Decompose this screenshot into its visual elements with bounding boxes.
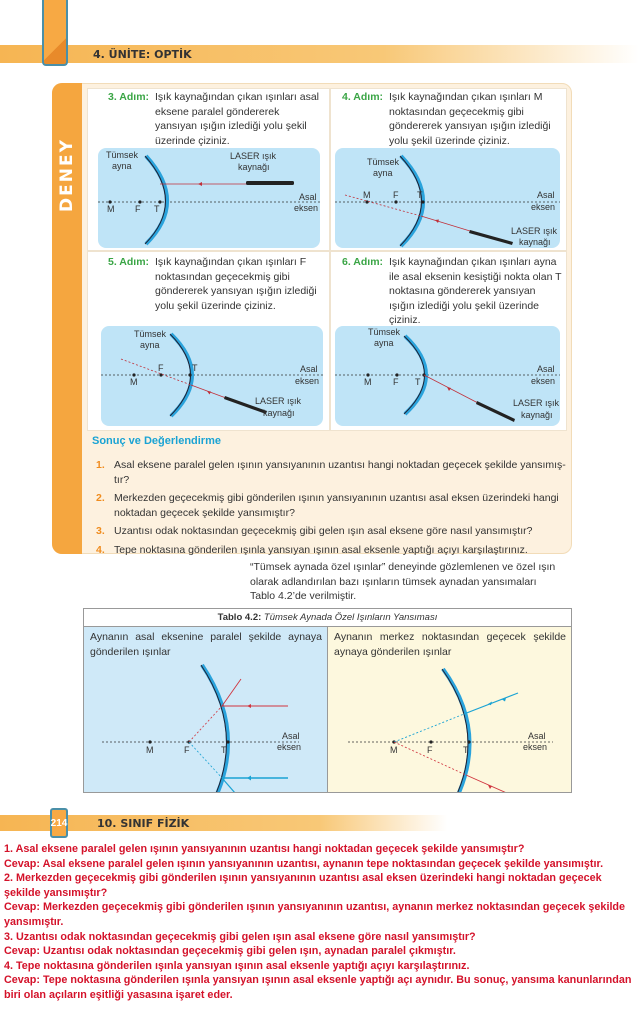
- m-label: M: [107, 204, 115, 214]
- step-6-text: 6. Adım: Işık kaynağından çıkan ışınları ayna ile asal eksenin kesiştiği nokta olan T noktasına göndererek yansıyan ışığın izlediği yolu şekil üzerinde çiziniz.: [342, 256, 562, 326]
- axis-label: eksen: [294, 203, 319, 213]
- answer-line: Cevap: Asal eksene paralel gelen ışının yansıyanının uzantısı, aynanın tepe noktasından geçecek şekilde yansımıştır.: [4, 857, 604, 870]
- diagram-mark: [226, 740, 229, 743]
- mirror-edge: [145, 156, 166, 244]
- mirror-label: ayna: [112, 161, 132, 171]
- diagram-label: ayna: [140, 340, 160, 350]
- diagram-mark: [394, 200, 397, 203]
- diagram-mark: [421, 200, 424, 203]
- diagram-mark: [159, 373, 162, 376]
- axis-label: Asal: [299, 192, 317, 202]
- ray-arrow: [198, 182, 202, 186]
- list-item: 1. Asal eksene paralel gelen ışının yansıyanının uzantısı hangi noktadan geçecek şekilde yansımış-tır?: [96, 459, 566, 486]
- diagram-label: F: [393, 190, 399, 200]
- footer-title: 10. SINIF FİZİK: [97, 817, 190, 830]
- question-list: [96, 458, 566, 561]
- diagram-label: LASER ışık: [513, 398, 560, 408]
- diagram-step-6: [335, 326, 560, 426]
- diagram-label: ayna: [374, 338, 394, 348]
- laser-pointer: [246, 181, 294, 185]
- diagram-label: Asal: [300, 364, 318, 374]
- list-item: 3. Uzantısı odak noktasından geçecekmiş gibi gelen ışın asal eksene göre nasıl yansımıştır?: [96, 525, 533, 537]
- diagram-mark: [247, 704, 251, 708]
- diagram-step-5: [101, 326, 323, 426]
- diagram-mark: [189, 742, 222, 778]
- diagram-mark: [189, 706, 222, 742]
- diagram-center-rays: [328, 657, 571, 792]
- diagram-mark: [467, 740, 470, 743]
- convex-mirror: [146, 156, 167, 244]
- answer-line: 1. Asal eksene paralel gelen ışının yansıyanının uzantısı hangi noktadan geçecek şekilde yansımıştır?: [4, 843, 525, 855]
- cell-caption: Aynanın merkez noktasından geçecek şekilde aynaya gönderilen ışınlar: [334, 631, 566, 658]
- mirror-edge: [400, 156, 422, 246]
- diagram-label: T: [415, 377, 421, 387]
- diagram-label: M: [363, 190, 371, 200]
- diagram-mark: [488, 785, 492, 789]
- answer-line: 3. Uzantısı odak noktasından geçecekmiş gibi gelen ışın asal eksene göre nasıl yansımıştır?: [4, 930, 476, 943]
- diagram-label: kaynağı: [263, 408, 295, 418]
- step-3-text: 3. Adım: Işık kaynağından çıkan ışınları asal eksene paralel göndererek yansıyan ışığın izlediği yolu şekil üzerinde çiziniz.: [108, 91, 320, 147]
- diagram-mark: [435, 220, 439, 224]
- diagram-label: M: [146, 745, 154, 755]
- diagram-label: Asal: [282, 731, 300, 741]
- diagram-mark: [222, 778, 242, 792]
- list-item: 2. Merkezden geçecekmiş gibi gönderilen ışının yansıyanının uzantısı asal eksen üzerindeki hangi noktadan geçecek şekilde yansımıştır?: [96, 492, 559, 519]
- diagram-mark: [443, 669, 470, 792]
- diagram-mark: [207, 391, 211, 395]
- answer-line: Cevap: Tepe noktasına gönderilen ışınla yansıyan ışının asal eksenle yaptığı açı aynıdır. Bu sonuç, yansıma kanunlarından biri olan açıların eşitliği yasasına işaret eder.: [4, 974, 632, 1001]
- answer-line: Cevap: Merkezden geçecekmiş gibi gönderilen ışının yansıyanının uzantısı, aynanın merkez noktasından geçecek şekilde yansımıştır.: [4, 901, 626, 928]
- list-item: 4. Tepe noktasına gönderilen ışınla yansıyan ışının asal eksenle yaptığı açıyı karşılaştırınız.: [96, 543, 528, 556]
- diagram-mark: [202, 665, 228, 792]
- diagram-label: eksen: [523, 742, 548, 752]
- diagram-label: LASER ışık: [255, 396, 302, 406]
- table-cell-parallel: [84, 627, 328, 792]
- unit-title: 4. ÜNİTE: OPTİK: [93, 48, 192, 61]
- diagram-label: F: [184, 745, 190, 755]
- convex-mirror: [401, 156, 423, 246]
- diagram-label: Asal: [537, 364, 555, 374]
- diagram-label: kaynağı: [521, 410, 553, 420]
- diagram-mark: [394, 714, 464, 742]
- table-cell-center: [328, 627, 571, 792]
- diagram-mark: [247, 776, 251, 781]
- diagram-label: F: [427, 745, 433, 755]
- answer-line: 4. Tepe noktasına gönderilen ışınla yansıyan ışının asal eksenle yaptığı açıyı karşılaştırınız.: [4, 959, 470, 972]
- cell-caption: Aynanın asal eksenine paralel şekilde aynaya gönderilen ışınlar: [90, 631, 322, 658]
- diagram-label: LASER ışık: [511, 226, 558, 236]
- diagram-step-3: [98, 148, 320, 248]
- diagram-label: eksen: [531, 376, 556, 386]
- diagram-label: Asal: [537, 190, 555, 200]
- mirror-label: Tümsek: [106, 150, 139, 160]
- diagram-label: T: [463, 745, 469, 755]
- diagram-label: M: [390, 745, 398, 755]
- diagram-label: M: [130, 377, 138, 387]
- page-number: 214: [50, 808, 68, 838]
- answer-line: Cevap: Uzantısı odak noktasından geçecekmiş gibi gelen ışın, aynadan paralel çıkmıştır.: [4, 945, 456, 958]
- t-label: T: [154, 204, 160, 214]
- step-4-text: 4. Adım: Işık kaynağından çıkan ışınları M noktasından geçecekmiş gibi göndererek yansıyan ışığın izlediği yolu şekil üzerinde çiziniz.: [342, 91, 551, 147]
- diagram-label: Tümsek: [368, 327, 401, 337]
- step-5-text: 5. Adım: Işık kaynağından çıkan ışınları F noktasından geçecekmiş gibi göndererek yansıyan ışığın izlediği yolu şekil üzerinde çiziniz.: [108, 256, 317, 312]
- diagram-label: M: [364, 377, 372, 387]
- extension-ray: [345, 195, 421, 216]
- diagram-label: Asal: [528, 731, 546, 741]
- diagram-mark: [466, 775, 518, 792]
- diagram-label: eksen: [531, 202, 556, 212]
- diagram-label: T: [221, 745, 227, 755]
- diagram-step-4: [335, 148, 560, 248]
- diagram-label: Tümsek: [134, 329, 167, 339]
- diagram-label: T: [192, 363, 198, 373]
- experiment-label: DENEY: [57, 138, 77, 212]
- footer-band: [0, 815, 639, 831]
- table-4-2: [83, 608, 572, 793]
- diagram-mark: [476, 401, 515, 422]
- laser-ray: [421, 216, 470, 231]
- diagram-label: eksen: [277, 742, 302, 752]
- diagram-label: T: [417, 190, 423, 200]
- intro-paragraph: “Tümsek aynada özel ışınlar” deneyinde gözlemlenen ve özel ışın olarak adlandırılan bazı ışınların tümsek aynadan yansımaları Tablo 4.2’de verilmiştir.: [250, 561, 556, 602]
- diagram-label: F: [393, 377, 399, 387]
- answer-line: 2. Merkezden geçecekmiş gibi gönderilen ışının yansıyanının uzantısı asal eksen üzerindeki hangi noktadan geçecek şekilde yansımıştır?: [4, 872, 602, 899]
- diagram-label: Tümsek: [367, 157, 400, 167]
- results-heading: Sonuç ve Değerlendirme: [92, 435, 221, 447]
- laser-label: kaynağı: [238, 162, 270, 172]
- f-label: F: [135, 204, 141, 214]
- answers-block: [4, 842, 636, 1003]
- diagram-parallel-rays: [84, 657, 328, 792]
- diagram-mark: [148, 740, 151, 743]
- diagram-mark: [424, 375, 478, 403]
- laser-label: LASER ışık: [230, 151, 277, 161]
- diagram-mark: [222, 679, 241, 706]
- diagram-label: eksen: [295, 376, 320, 386]
- diagram-label: F: [158, 363, 164, 373]
- table-title: Tablo 4.2: Tümsek Aynada Özel Işınların Yansıması: [84, 609, 571, 627]
- diagram-label: ayna: [373, 168, 393, 178]
- laser-pointer: [469, 230, 513, 245]
- diagram-label: kaynağı: [519, 237, 551, 247]
- diagram-mark: [429, 740, 432, 743]
- diagram-mark: [188, 373, 191, 376]
- page-tab: [42, 0, 68, 66]
